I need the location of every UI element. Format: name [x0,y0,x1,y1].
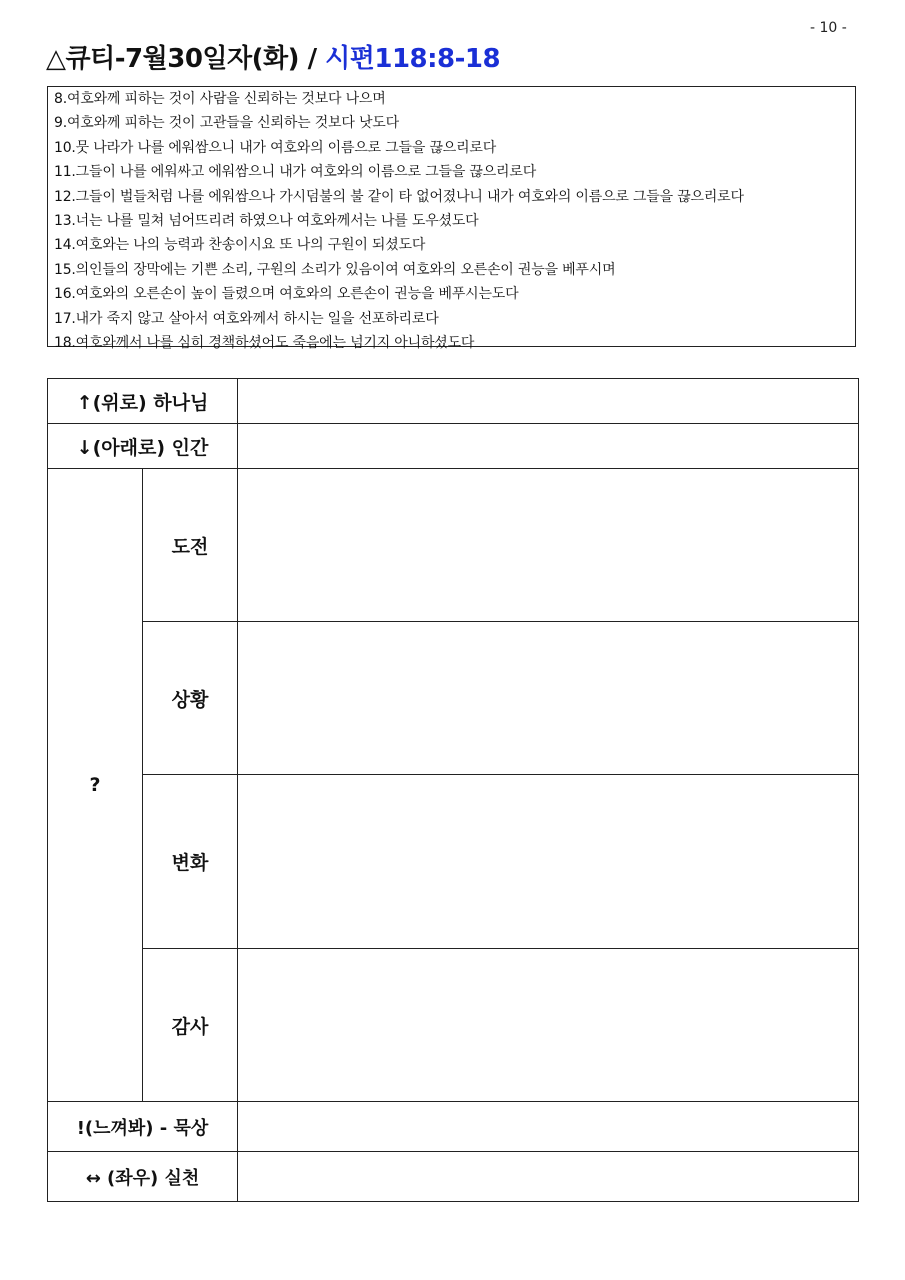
verse-line: 10.뭇 나라가 나를 에워쌈으니 내가 여호와의 이름으로 그들을 끊으리로다 [54,139,497,156]
verse-line: 12.그들이 벌들처럼 나를 에워쌈으나 가시덤불의 불 같이 타 없어졌나니 내가 여호와의 이름으로 그들을 끊으리로다 [54,188,744,205]
change-label: 변화 [143,775,238,949]
practice-answer-cell[interactable] [238,1152,859,1202]
verse-line: 14.여호와는 나의 능력과 찬송이시요 또 나의 구원이 되셨도다 [54,237,426,254]
title-prefix: △큐티-7월30일자(화) / [46,44,326,74]
challenge-answer-cell[interactable] [238,469,859,622]
god-label: ↑(위로) 하나님 [48,379,238,424]
question-label: ? [48,469,143,1102]
situation-label: 상황 [143,622,238,775]
verse-box [47,86,856,352]
qt-worksheet-table [47,378,859,1202]
god-answer-cell[interactable] [238,379,859,424]
verse-line: 8.여호와께 피하는 것이 사람을 신뢰하는 것보다 나으며 [54,91,386,107]
table-row [48,622,859,775]
change-answer-cell[interactable] [238,775,859,949]
table-row [48,1152,859,1202]
situation-answer-cell[interactable] [238,622,859,775]
thanks-answer-cell[interactable] [238,949,859,1102]
verse-line: 16.여호와의 오른손이 높이 들렸으며 여호와의 오른손이 권능을 베푸시는도다 [54,286,519,303]
table-row [48,1102,859,1152]
verse-line: 9.여호와께 피하는 것이 고관들을 신뢰하는 것보다 낫도다 [54,115,399,132]
page-title [46,38,500,75]
table-row [48,775,859,949]
page-number: - 10 - [810,20,847,36]
table-row [48,379,859,424]
verse-line: 11.그들이 나를 에워싸고 에워쌈으니 내가 여호와의 이름으로 그들을 끊으리로다 [54,164,537,181]
verse-line: 18.여호와께서 나를 심히 경책하셨어도 죽음에는 넘기지 아니하셨도다 [54,335,475,352]
table-row [48,424,859,469]
human-label: ↓(아래로) 인간 [48,424,238,469]
verse-line: 15.의인들의 장막에는 기쁜 소리, 구원의 소리가 있음이여 여호와의 오른손이 권능을 베푸시며 [54,261,616,278]
verse-line: 13.너는 나를 밀쳐 넘어뜨리려 하였으나 여호와께서는 나를 도우셨도다 [54,213,479,230]
practice-label: ↔ (좌우) 실천 [48,1152,238,1202]
verse-line: 17.내가 죽지 않고 살아서 여호와께서 하시는 일을 선포하리로다 [54,310,439,327]
challenge-label: 도전 [143,469,238,622]
human-answer-cell[interactable] [238,424,859,469]
meditation-answer-cell[interactable] [238,1102,859,1152]
scripture-reference: 시편118:8-18 [325,44,501,74]
thanks-label: 감사 [143,949,238,1102]
table-row [48,949,859,1102]
meditation-label: !(느껴봐) - 묵상 [48,1102,238,1152]
table-row [48,469,859,622]
